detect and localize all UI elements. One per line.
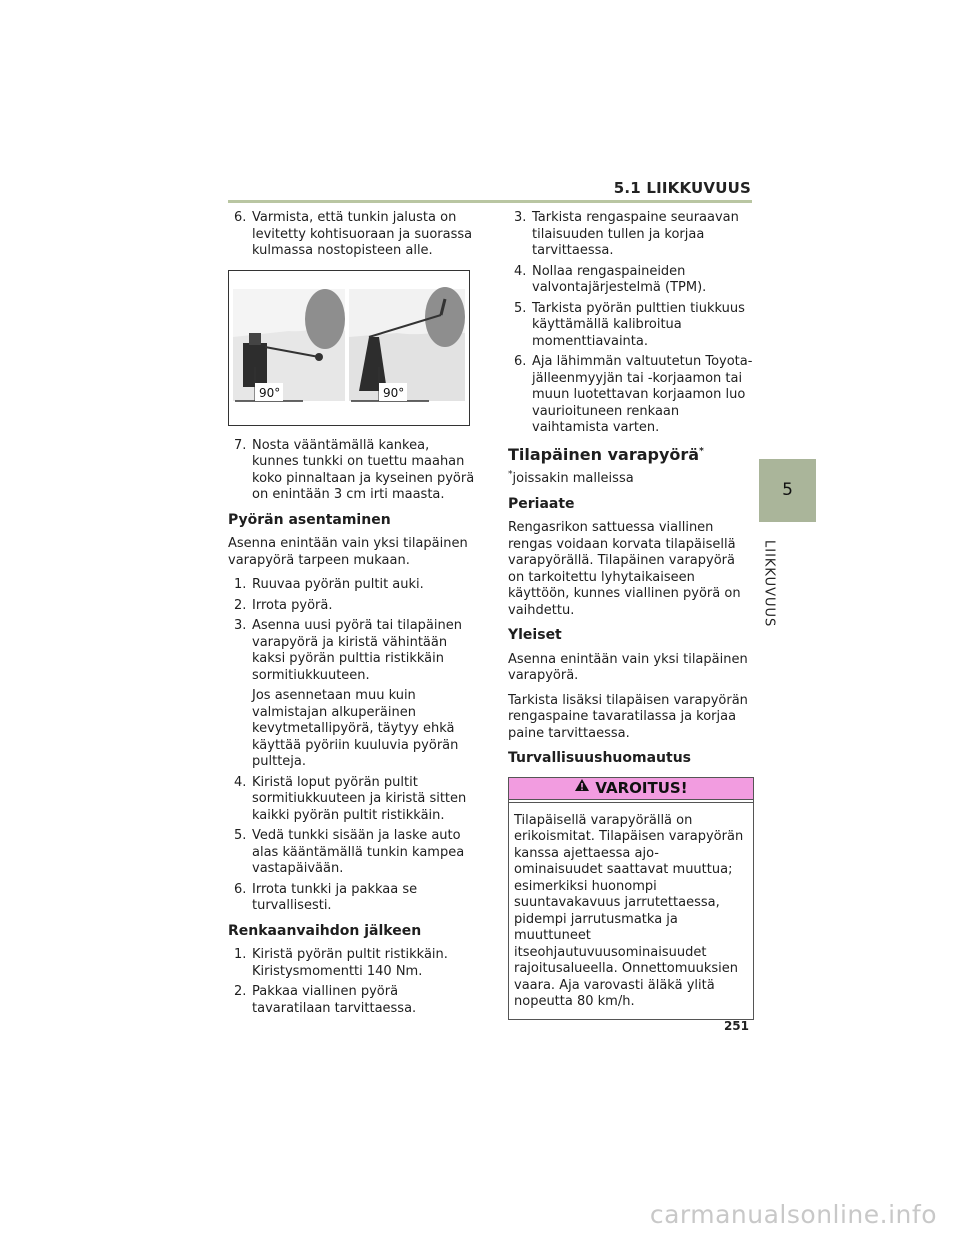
after-heading: Renkaanvaihdon jälkeen [228,922,422,939]
warning-triangle-svg [574,778,590,792]
step-text: Pakkaa viallinen pyörä tavaratilaan tarvittaessa. [252,984,417,1016]
step-text: Ruuvaa pyörän pultit auki. [252,577,424,592]
step-text: Varmista, että tunkin jalusta on levitetty kohtisuoraan ja suorassa kulmassa nostopisteen alle. [252,210,473,258]
chapter-label-container [760,540,788,628]
angle-label-right: 90° [383,385,405,400]
step-number: 1. [234,577,247,592]
mount-step-3 [228,618,476,684]
step-number: 2. [234,984,247,999]
footnote [508,471,754,488]
step-number: 1. [234,947,247,962]
jack-illustration [228,270,470,426]
step-7 [228,438,476,504]
step-number: 3. [514,210,527,225]
after-step-2 [228,984,476,1017]
mount-step-1 [228,577,476,594]
warning-triangle-icon [574,778,590,798]
tire-right [425,287,465,347]
step-number: 4. [234,774,247,790]
step-number: 4. [514,263,527,279]
step-text: Aja lähimmän valtuutetun Toyota-jälleenmyyjän tai -korjaamon tai muun luotettavan korjaamon luo vaurioituneen renkaan vaihtamista varten. [532,354,753,435]
step-number: 5. [234,828,247,843]
step-text: Nosta vääntämällä kankea, kunnes tunkki on tuettu maahan koko pinnaltaan ja kyseinen pyörä on enintään 3 cm irti maasta. [252,437,475,502]
footnote-text: joissakin malleissa [512,471,634,486]
mount-step-2 [228,598,476,615]
safety-heading: Turvallisuushuomautus [508,750,691,766]
after-step-1 [228,947,476,980]
step-6 [228,210,476,260]
step-text: Irrota tunkki ja pakkaa se turvallisesti. [252,881,418,913]
mount-step-5 [228,828,476,878]
step-text: Tarkista pyörän pulttien tiukkuus käyttämällä kalibroitua momenttiavainta. [532,300,745,349]
page-number: 251 [723,1019,749,1033]
step-text: Kiristä loput pyörän pultit sormitiukkuuteen ja kiristä sitten kaikki pyörän pultit ristikkäin. [252,774,467,823]
general-text-1: Asenna enintään vain yksi tilapäinen varapyörä. [508,651,748,683]
principle-text: Rengasrikon sattuessa viallinen rengas voidaan korvata tilapäisellä varapyörällä. Tilapäinen varapyörä on tarkoitettu lyhytaikaiseen käyttöön, kunnes viallinen pyörä on vaihdettu. [508,520,741,618]
mount-step-4 [228,775,476,825]
section-title: 5.1 LIIKKUVUUS [613,179,751,197]
jack-head-left [249,333,261,345]
header-rule [228,200,752,203]
mount-note: Jos asennetaan muu kuin valmistajan alkuperäinen kevytmetallipyörä, täytyy ehkä käyttää pyöriin kuuluvia pyörän pultteja. [252,688,459,769]
right-step-4 [508,264,754,297]
warning-title: VAROITUS! [595,778,688,797]
step-number: 7. [234,437,247,453]
right-step-6 [508,354,754,437]
right-step-5 [508,301,754,351]
step-text: Vedä tunkki sisään ja laske auto alas kääntämällä tunkin kampea vastapäivään. [252,828,465,876]
step-number: 6. [234,881,247,897]
spare-heading [508,444,754,464]
tire-left [305,289,345,349]
general-heading: Yleiset [508,627,562,643]
mount-heading: Pyörän asentaminen [228,511,391,528]
warning-box [508,777,754,1020]
step-text: Kiristä pyörän pultit ristikkäin. Kiristysmomentti 140 Nm. [252,947,448,979]
step-text: Asenna uusi pyörä tai tilapäinen varapyörä ja kiristä vähintään kaksi pyörän pulttia ristikkäin sormitiukkuuteen. [252,618,462,683]
warning-header [509,778,753,800]
step-number: 6. [234,210,247,225]
step-text: Irrota pyörä. [252,597,333,613]
step-number: 2. [234,597,247,613]
step-number: 6. [514,354,527,369]
right-step-3 [508,210,754,260]
spare-heading-mark: * [699,446,704,457]
chapter-label: LIIKKUVUUS [761,540,777,628]
spare-heading-text: Tilapäinen varapyörä [508,444,700,464]
mount-step-6 [228,882,476,915]
chapter-number: 5 [782,480,793,501]
step-number: 3. [234,618,247,633]
right-column [508,210,754,1020]
step-number: 5. [514,300,527,316]
crank-handle-left [315,353,323,361]
mount-intro: Asenna enintään vain yksi tilapäinen varapyörä tarpeen mukaan. [228,536,468,568]
watermark: carmanualsonline.info [649,1200,937,1229]
jack-illustration-svg [229,271,469,425]
step-text: Nollaa rengaspaineiden valvontajärjestelmä (TPM). [532,263,707,295]
principle-heading: Periaate [508,495,575,512]
left-column [228,210,476,1021]
warning-text: Tilapäisellä varapyörällä on erikoismitat. Tilapäisen varapyörän kanssa ajettaessa ajo-ominaisuudet saattavat muuttua; esimerkiksi huonompi suuntavakavuus jarrutettaessa, pidempi jarrutusmatka ja muuttuneet itseohjautuvuusominaisuudet rajoitusalueella. Onnettomuuksien vaara. Aja varovasti äläkä ylitä nopeutta 80 km/h. [509,802,753,1019]
chapter-tab [759,459,816,522]
general-text-2: Tarkista lisäksi tilapäisen varapyörän rengaspaine tavaratilassa ja korjaa paine tarvittaessa. [508,692,748,741]
footnote-mark: * [508,469,513,480]
step-text: Tarkista rengaspaine seuraavan tilaisuuden tullen ja korjaa tarvittaessa. [532,210,739,258]
angle-label-left: 90° [259,385,281,400]
